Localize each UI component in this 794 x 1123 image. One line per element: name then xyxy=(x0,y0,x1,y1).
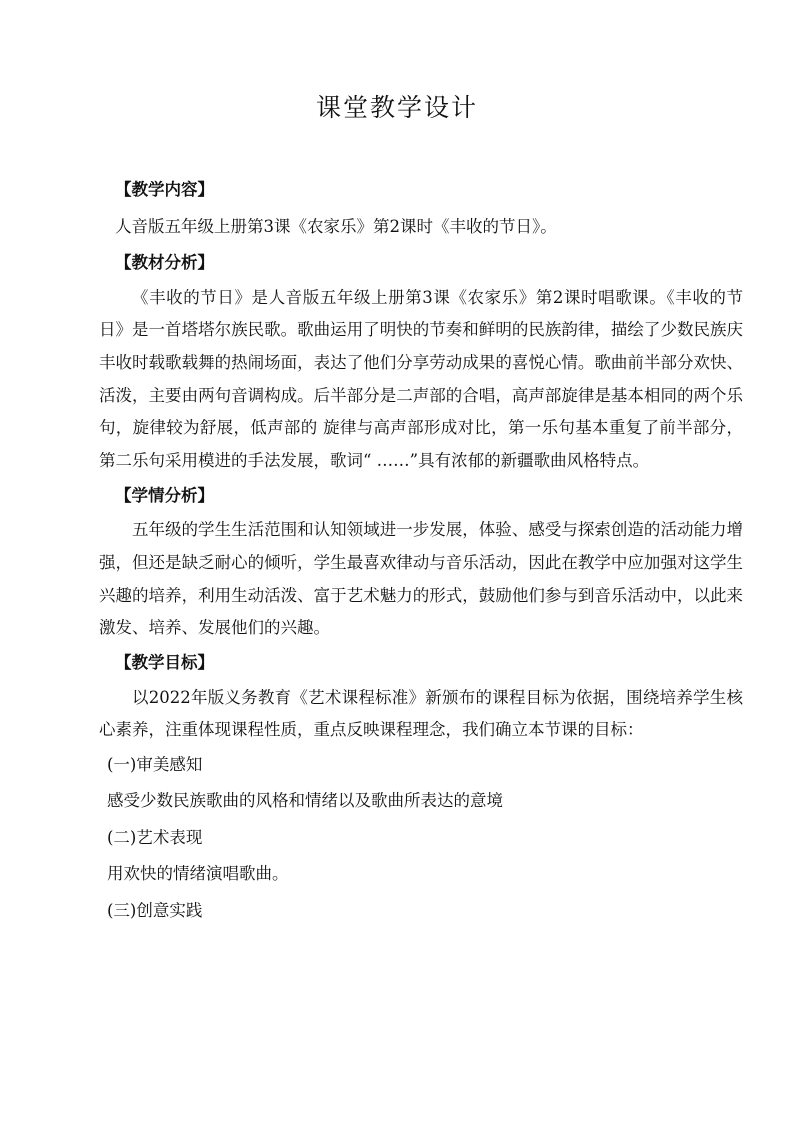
section-heading-learner: 【学情分析】 xyxy=(115,485,214,505)
section-body-goals: 以2022年版义务教育《艺术课程标准》新颁布的课程目标为依据，围绕培养学生核心素养，注重体现课程性质，重点反映课程理念，我们确立本节课的目标： xyxy=(99,687,743,740)
document-body xyxy=(99,172,743,929)
section-heading-goals: 【教学目标】 xyxy=(115,653,214,673)
section-heading-content: 【教学内容】 xyxy=(115,180,214,199)
goal-text-1: 感受少数民族歌曲的风格和情绪以及歌曲所表达的意境 xyxy=(107,791,503,811)
goal-label-1: (一)审美感知 xyxy=(107,754,203,774)
page-title: 课堂教学设计 xyxy=(315,93,478,122)
section-body-analysis: 《丰收的节日》是人音版五年级上册第3课《农家乐》第2课时唱歌课。《丰收的节日》是一首塔塔尔族民歌。歌曲运用了明快的节奏和鲜明的民族韵律，描绘了少数民族庆丰收时载歌载舞的热闹场面，表达了他们分享劳动成果的喜悦心情。歌曲前半部分欢快、活泼，主要由两句音调构成。后半部分是二声部的合唱，高声部旋律是基本相同的两个乐句，旋律较为舒展，低声部的 旋律与高声部形成对比，第一乐句基本重复了前半部分，第二乐句采用模进的手法发展，歌词“ ……”具有浓郁的新疆歌曲风格特点。 xyxy=(99,287,743,471)
goal-label-2: (二)艺术表现 xyxy=(107,827,203,847)
section-body-content: 人音版五年级上册第3课《农家乐》第2课时《丰收的节日》。 xyxy=(115,216,557,236)
goal-label-3: (三)创意实践 xyxy=(107,900,203,920)
goal-text-2: 用欢快的情绪演唱歌曲。 xyxy=(107,864,289,884)
section-heading-analysis: 【教材分析】 xyxy=(115,253,214,272)
section-body-learner: 五年级的学生生活范围和认知领域进一步发展，体验、感受与探索创造的活动能力增强，但还是缺乏耐心的倾听，学生最喜欢律动与音乐活动，因此在教学中应加强对这学生兴趣的培养，利用生动活泼、富于艺术魅力的形式，鼓励他们参与到音乐活动中，以此来激发、培养、发展他们的兴趣。 xyxy=(99,520,743,638)
